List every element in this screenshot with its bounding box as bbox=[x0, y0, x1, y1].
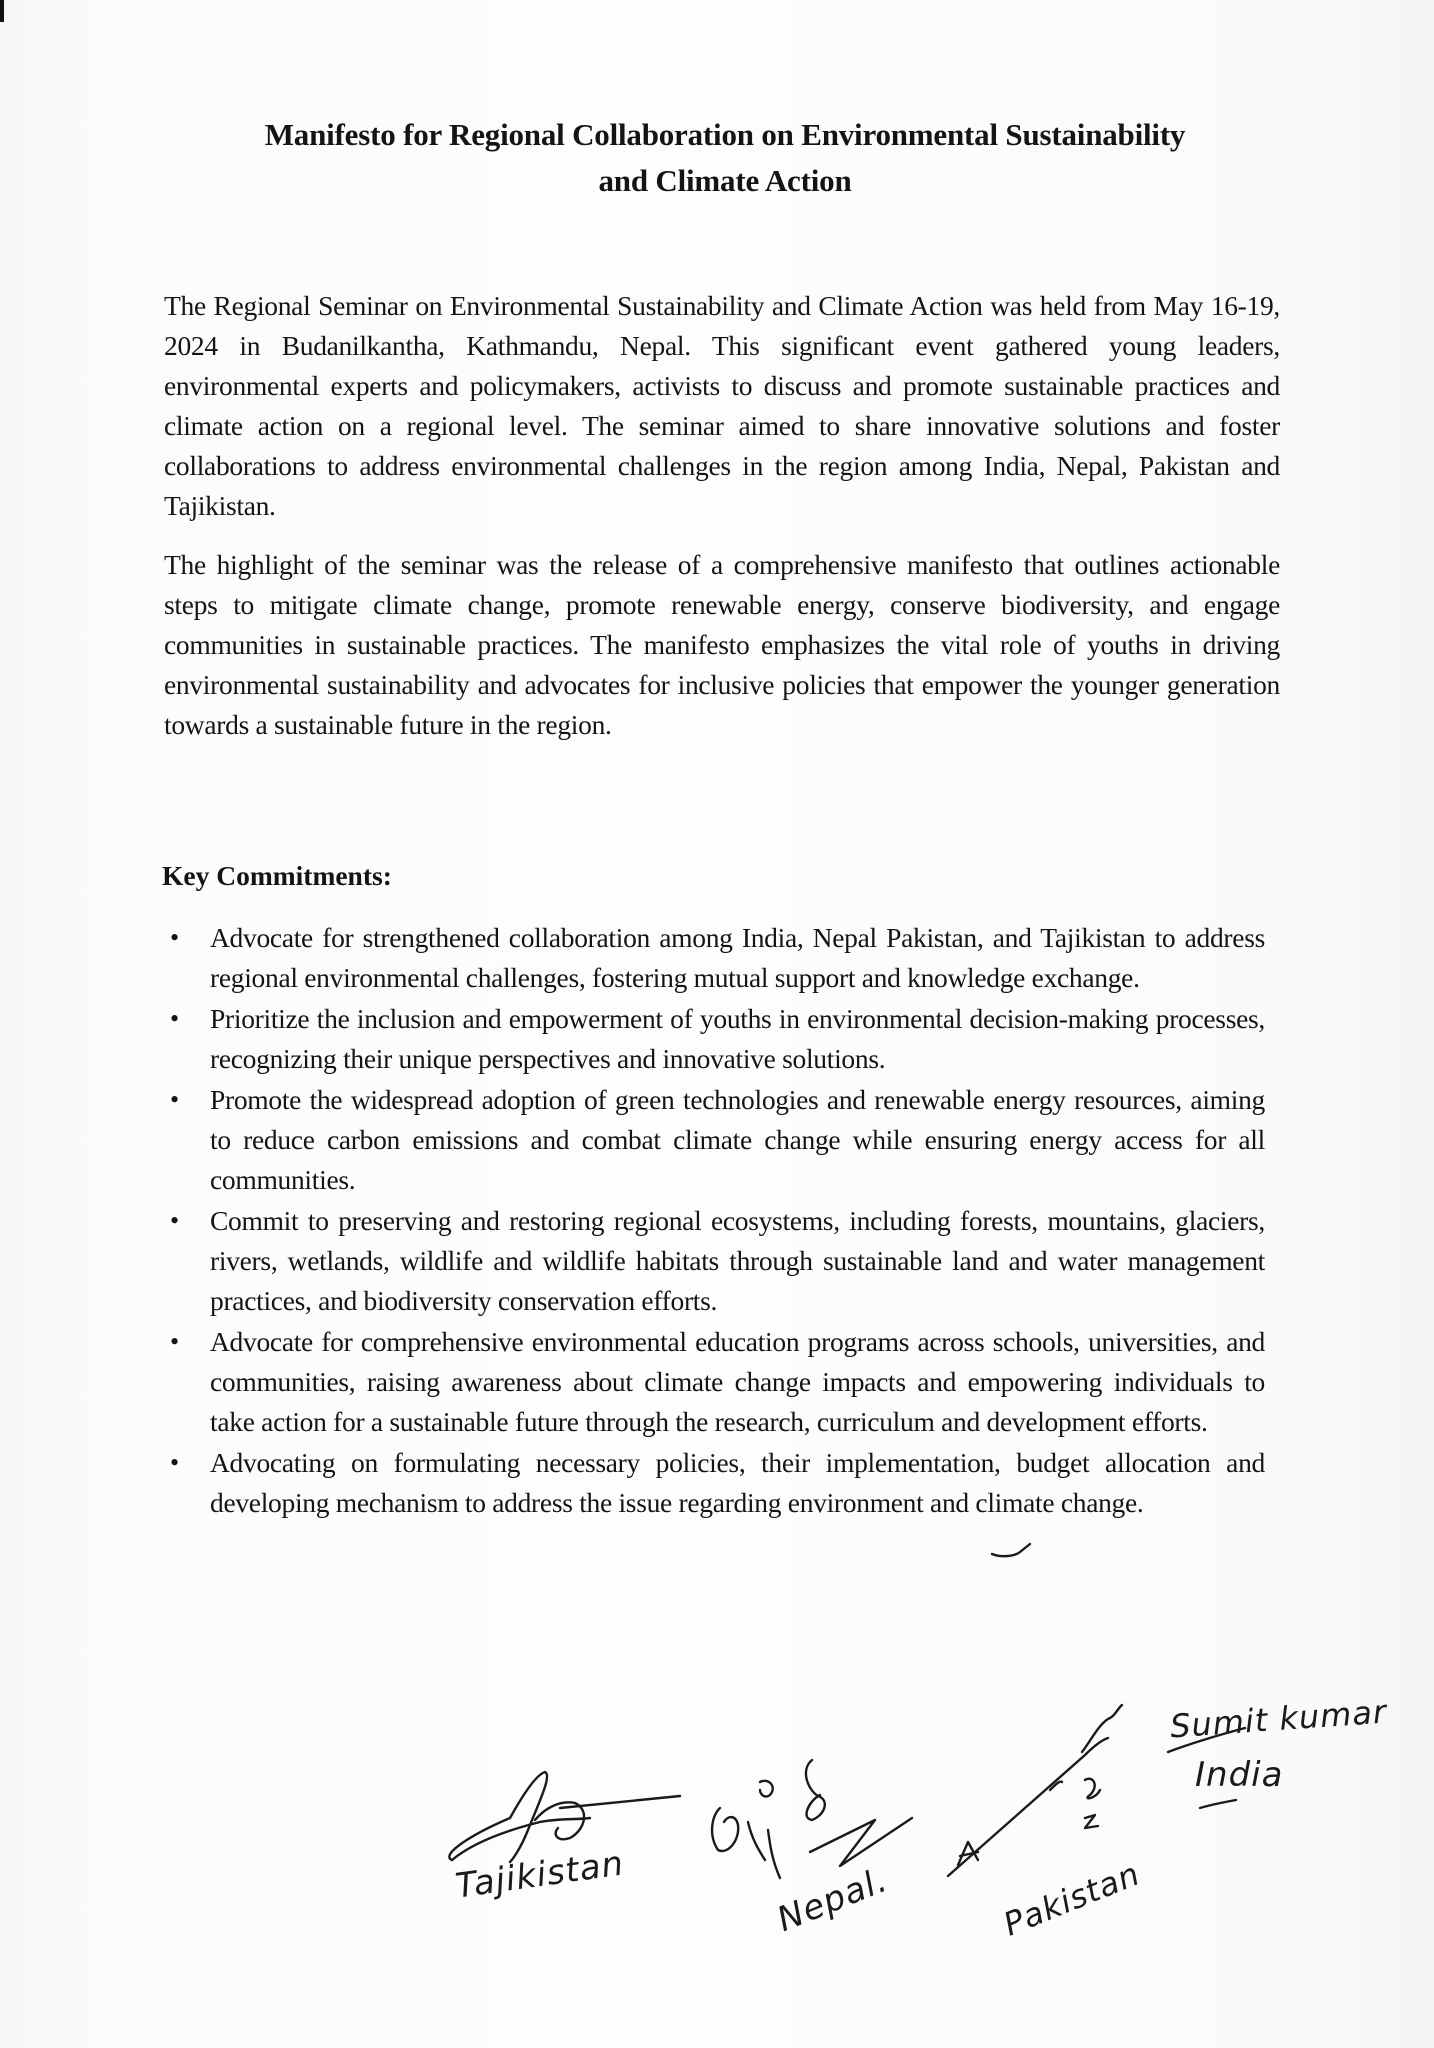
commitment-item bbox=[160, 1201, 1265, 1321]
signature-name-india: Sumit kumar bbox=[1168, 1692, 1389, 1746]
commitment-text: Advocate for strengthened collaboration among India, Nepal Pakistan, and Tajikistan to address regional environmental challenges, fostering mutual support and knowledge exchange. bbox=[210, 922, 1265, 993]
commitment-text: Promote the widespread adoption of green technologies and renewable energy resources, aiming to reduce carbon emissions and combat climate change while ensuring energy access for all communities. bbox=[210, 1084, 1265, 1195]
commitment-item bbox=[160, 1443, 1265, 1523]
bullet-icon: • bbox=[170, 1327, 179, 1356]
highlight-paragraph: The highlight of the seminar was the release of a comprehensive manifesto that outlines actionable steps to mitigate climate change, promote renewable energy, conserve biodiversity, and engage communities in sustainable practices. The manifesto emphasizes the vital role of youths in driving environmental sustainability and advocates for inclusive policies that empower the younger generation towards a sustainable future in the region. bbox=[164, 549, 1280, 740]
scan-edge-mark bbox=[0, 0, 4, 22]
commitment-item bbox=[160, 1322, 1265, 1442]
document-title bbox=[150, 112, 1300, 204]
bullet-icon: • bbox=[170, 1085, 179, 1114]
commitment-item bbox=[160, 1080, 1265, 1200]
signature-tajikistan-icon bbox=[449, 1772, 680, 1862]
bullet-icon: • bbox=[170, 1206, 179, 1235]
bullet-icon: • bbox=[170, 923, 179, 952]
signature-label-nepal: Nepal. bbox=[771, 1859, 894, 1941]
title-line-1: Manifesto for Regional Collaboration on Environmental Sustainability bbox=[264, 117, 1186, 152]
signature-label-tajikistan: Tajikistan bbox=[453, 1843, 627, 1907]
handwritten-check-icon bbox=[990, 1540, 1040, 1560]
commitment-text: Advocate for comprehensive environmental education programs across schools, universities, and communities, raising awareness about climate change impacts and empowering individuals to take action for a sustainable future through the research, curriculum and development efforts. bbox=[210, 1326, 1265, 1437]
key-commitments-heading: Key Commitments: bbox=[162, 860, 392, 891]
signature-label-india: India bbox=[1195, 1755, 1284, 1795]
bullet-icon: • bbox=[170, 1448, 179, 1477]
intro-paragraph: The Regional Seminar on Environmental Sustainability and Climate Action was held from May 16-19, 2024 in Budanilkantha, Kathmandu, Nepal. This significant event gathered young leaders, environmental experts and policymakers, activists to discuss and promote sustainable practices and climate action on a regional level. The seminar aimed to share innovative solutions and foster collaborations to address environmental challenges in the region among India, Nepal, Pakistan and Tajikistan. bbox=[164, 290, 1280, 521]
commitment-text: Advocating on formulating necessary policies, their implementation, budget allocation and developing mechanism to address the issue regarding environment and climate change. bbox=[210, 1447, 1265, 1518]
commitment-text: Prioritize the inclusion and empowerment of youths in environmental decision-making processes, recognizing their unique perspectives and innovative solutions. bbox=[210, 1003, 1265, 1074]
signature-label-pakistan: Pakistan bbox=[998, 1854, 1146, 1944]
commitment-item bbox=[160, 999, 1265, 1079]
signature-nepal-icon bbox=[712, 1760, 912, 1878]
bullet-icon: • bbox=[170, 1004, 179, 1033]
commitment-item bbox=[160, 918, 1265, 998]
commitments-list bbox=[160, 918, 1265, 1524]
title-line-2: and Climate Action bbox=[598, 163, 852, 198]
commitment-text: Commit to preserving and restoring regional ecosystems, including forests, mountains, glaciers, rivers, wetlands, wildlife and wildlife habitats through sustainable land and water management practices, and biodiversity conservation efforts. bbox=[210, 1205, 1265, 1316]
signature-pakistan-icon bbox=[948, 1705, 1122, 1876]
